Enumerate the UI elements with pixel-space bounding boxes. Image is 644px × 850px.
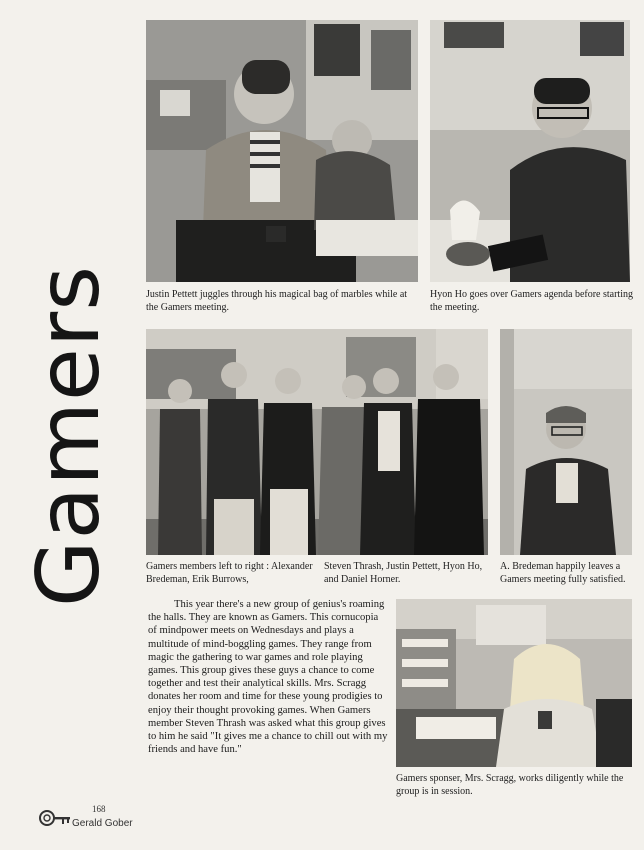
photo-caption: A. Bredeman happily leaves a Gamers meeting fully satisfied. bbox=[500, 561, 626, 585]
photo-caption: Hyon Ho goes over Gamers agenda before starting the meeting. bbox=[430, 289, 633, 313]
photo-justin-pettett bbox=[146, 20, 418, 282]
photo-caption-right: Steven Thrash, Justin Pettett, Hyon Ho, and Daniel Horner. bbox=[324, 561, 483, 585]
key-logo-icon bbox=[38, 802, 72, 836]
page-number: 168 bbox=[92, 804, 106, 814]
photo-hyon-ho bbox=[430, 20, 630, 282]
photo-caption-left: Gamers members left to right : Alexander Bredeman, Erik Burrows, bbox=[146, 561, 313, 585]
page-title: Gamers bbox=[19, 264, 119, 608]
photo-caption: Justin Pettett juggles through his magical bag of marbles while at the Gamers meeting. bbox=[146, 289, 408, 313]
article-body: This year there's a new group of genius's roaming the halls. They are known as Gamers. This cornucopia of mindpower meets on Wednesdays and plays a multitude of mind-boggling games. They range from magic the gathering to war games and role playing games. This group gives these guys a chance to come together and test their analytical skills. Mrs. Scragg donates her room and time for these young prodigies to enjoy their thought provoking games. When Gamers member Steven Thrash was asked what this group gives to him he said "It gives me a chance to chill out with my friends and have fun." bbox=[148, 599, 388, 756]
photo-gamers-group bbox=[146, 329, 488, 555]
author-credit: Gerald Gober bbox=[72, 818, 133, 829]
photo-caption: Gamers sponser, Mrs. Scragg, works diligently while the group is in session. bbox=[396, 773, 624, 797]
photo-bredeman bbox=[500, 329, 632, 555]
photo-mrs-scragg bbox=[396, 599, 632, 767]
